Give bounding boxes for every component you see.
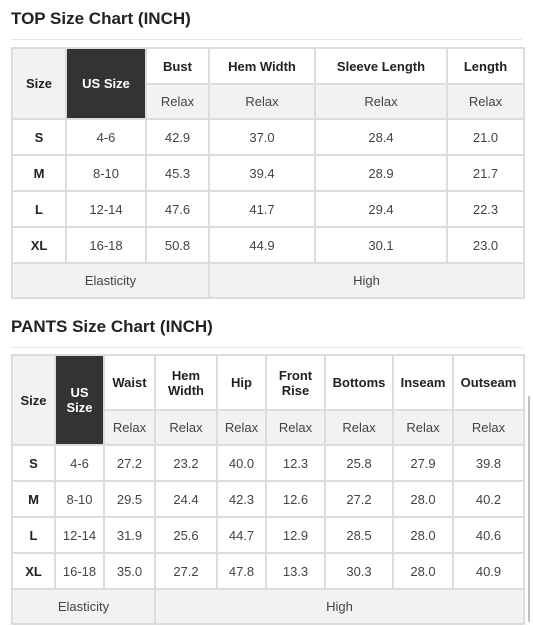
- inseam-cell: 28.0: [393, 517, 453, 553]
- top-header-sleeve-length: Sleeve Length: [315, 48, 447, 84]
- top-size-table: [11, 47, 525, 299]
- table-row: [12, 517, 524, 553]
- top-header-length: Length: [447, 48, 524, 84]
- hip-cell: 42.3: [217, 481, 266, 517]
- top-elasticity-row: [12, 263, 524, 298]
- bottoms-cell: 28.5: [325, 517, 393, 553]
- top-fit-length: Relax: [447, 84, 524, 119]
- length-cell: 22.3: [447, 191, 524, 227]
- waist-cell: 31.9: [104, 517, 155, 553]
- pants-title-divider: [11, 347, 522, 348]
- table-row: [12, 155, 524, 191]
- hem-width-cell: 23.2: [155, 445, 217, 481]
- size-cell: XL: [12, 553, 55, 589]
- pants-elasticity-row: [12, 589, 524, 624]
- pants-header-inseam: Inseam: [393, 355, 453, 410]
- size-cell: S: [12, 445, 55, 481]
- us-size-cell: 16-18: [55, 553, 104, 589]
- hem-width-cell: 25.6: [155, 517, 217, 553]
- hip-cell: 47.8: [217, 553, 266, 589]
- pants-header-us-size: [55, 355, 104, 445]
- inseam-cell: 27.9: [393, 445, 453, 481]
- pants-header-bottoms: Bottoms: [325, 355, 393, 410]
- size-cell: L: [12, 517, 55, 553]
- size-cell: M: [12, 155, 66, 191]
- sleeve-length-cell: 29.4: [315, 191, 447, 227]
- pants-header-hem-width: [155, 355, 217, 410]
- pants-header-outseam: Outseam: [453, 355, 524, 410]
- table-row: [12, 445, 524, 481]
- front-rise-cell: 12.6: [266, 481, 325, 517]
- size-cell: M: [12, 481, 55, 517]
- bust-cell: 50.8: [146, 227, 209, 263]
- front-rise-cell: 13.3: [266, 553, 325, 589]
- hip-cell: 44.7: [217, 517, 266, 553]
- pants-fit-hip: Relax: [217, 410, 266, 445]
- bottoms-cell: 27.2: [325, 481, 393, 517]
- pants-fit-bottoms: Relax: [325, 410, 393, 445]
- top-header-row: [12, 48, 524, 84]
- sleeve-length-cell: 28.4: [315, 119, 447, 155]
- length-cell: 21.0: [447, 119, 524, 155]
- top-header-size: Size: [12, 48, 66, 119]
- us-size-cell: 12-14: [55, 517, 104, 553]
- pants-header-hem-line2: Width: [168, 382, 204, 398]
- outseam-cell: 40.9: [453, 553, 524, 589]
- top-header-hem-width: Hem Width: [209, 48, 315, 84]
- pants-header-waist: Waist: [104, 355, 155, 410]
- pants-header-hip: Hip: [217, 355, 266, 410]
- hem-width-cell: 27.2: [155, 553, 217, 589]
- size-cell: S: [12, 119, 66, 155]
- pants-fit-outseam: Relax: [453, 410, 524, 445]
- pants-header-row: [12, 355, 524, 410]
- us-size-cell: 16-18: [66, 227, 146, 263]
- waist-cell: 27.2: [104, 445, 155, 481]
- top-size-chart-title: TOP Size Chart (INCH): [11, 9, 191, 28]
- pants-header-rise-line2: Rise: [281, 382, 310, 398]
- sleeve-length-cell: 30.1: [315, 227, 447, 263]
- pants-fit-inseam: Relax: [393, 410, 453, 445]
- table-row: [12, 119, 524, 155]
- size-cell: XL: [12, 227, 66, 263]
- hem-width-cell: 24.4: [155, 481, 217, 517]
- elasticity-label: Elasticity: [12, 263, 209, 298]
- inseam-cell: 28.0: [393, 553, 453, 589]
- top-header-us-size: US Size: [66, 48, 146, 119]
- table-row: [12, 227, 524, 263]
- sleeve-length-cell: 28.9: [315, 155, 447, 191]
- size-cell: L: [12, 191, 66, 227]
- pants-header-front-rise: [266, 355, 325, 410]
- bust-cell: 42.9: [146, 119, 209, 155]
- pants-header-us-line2: Size: [66, 400, 93, 415]
- pants-header-size: Size: [12, 355, 55, 445]
- top-title-divider: [11, 39, 522, 40]
- us-size-cell: 12-14: [66, 191, 146, 227]
- table-row: [12, 481, 524, 517]
- front-rise-cell: 12.3: [266, 445, 325, 481]
- hem-width-cell: 37.0: [209, 119, 315, 155]
- pants-header-rise-line1: Front: [278, 367, 313, 383]
- us-size-cell: 8-10: [55, 481, 104, 517]
- hem-width-cell: 39.4: [209, 155, 315, 191]
- pants-size-table: [11, 354, 525, 625]
- elasticity-value: High: [209, 263, 524, 298]
- elasticity-value: High: [155, 589, 524, 624]
- hem-width-cell: 44.9: [209, 227, 315, 263]
- pants-header-hem-line1: Hem: [171, 367, 201, 383]
- outseam-cell: 39.8: [453, 445, 524, 481]
- bottoms-cell: 25.8: [325, 445, 393, 481]
- bust-cell: 47.6: [146, 191, 209, 227]
- us-size-cell: 8-10: [66, 155, 146, 191]
- top-header-bust: Bust: [146, 48, 209, 84]
- hem-width-cell: 41.7: [209, 191, 315, 227]
- pants-header-us-line1: US: [70, 385, 89, 400]
- top-fit-hem-width: Relax: [209, 84, 315, 119]
- outseam-cell: 40.2: [453, 481, 524, 517]
- front-rise-cell: 12.9: [266, 517, 325, 553]
- us-size-cell: 4-6: [55, 445, 104, 481]
- pants-fit-front-rise: Relax: [266, 410, 325, 445]
- elasticity-label: Elasticity: [12, 589, 155, 624]
- bust-cell: 45.3: [146, 155, 209, 191]
- hip-cell: 40.0: [217, 445, 266, 481]
- inseam-cell: 28.0: [393, 481, 453, 517]
- length-cell: 21.7: [447, 155, 524, 191]
- waist-cell: 29.5: [104, 481, 155, 517]
- bottoms-cell: 30.3: [325, 553, 393, 589]
- outseam-cell: 40.6: [453, 517, 524, 553]
- table-row: [12, 191, 524, 227]
- waist-cell: 35.0: [104, 553, 155, 589]
- table-row: [12, 553, 524, 589]
- pants-fit-waist: Relax: [104, 410, 155, 445]
- top-fit-bust: Relax: [146, 84, 209, 119]
- length-cell: 23.0: [447, 227, 524, 263]
- page-scrollbar[interactable]: [528, 396, 530, 622]
- pants-size-chart-title: PANTS Size Chart (INCH): [11, 317, 213, 336]
- top-fit-sleeve-length: Relax: [315, 84, 447, 119]
- pants-fit-hem-width: Relax: [155, 410, 217, 445]
- us-size-cell: 4-6: [66, 119, 146, 155]
